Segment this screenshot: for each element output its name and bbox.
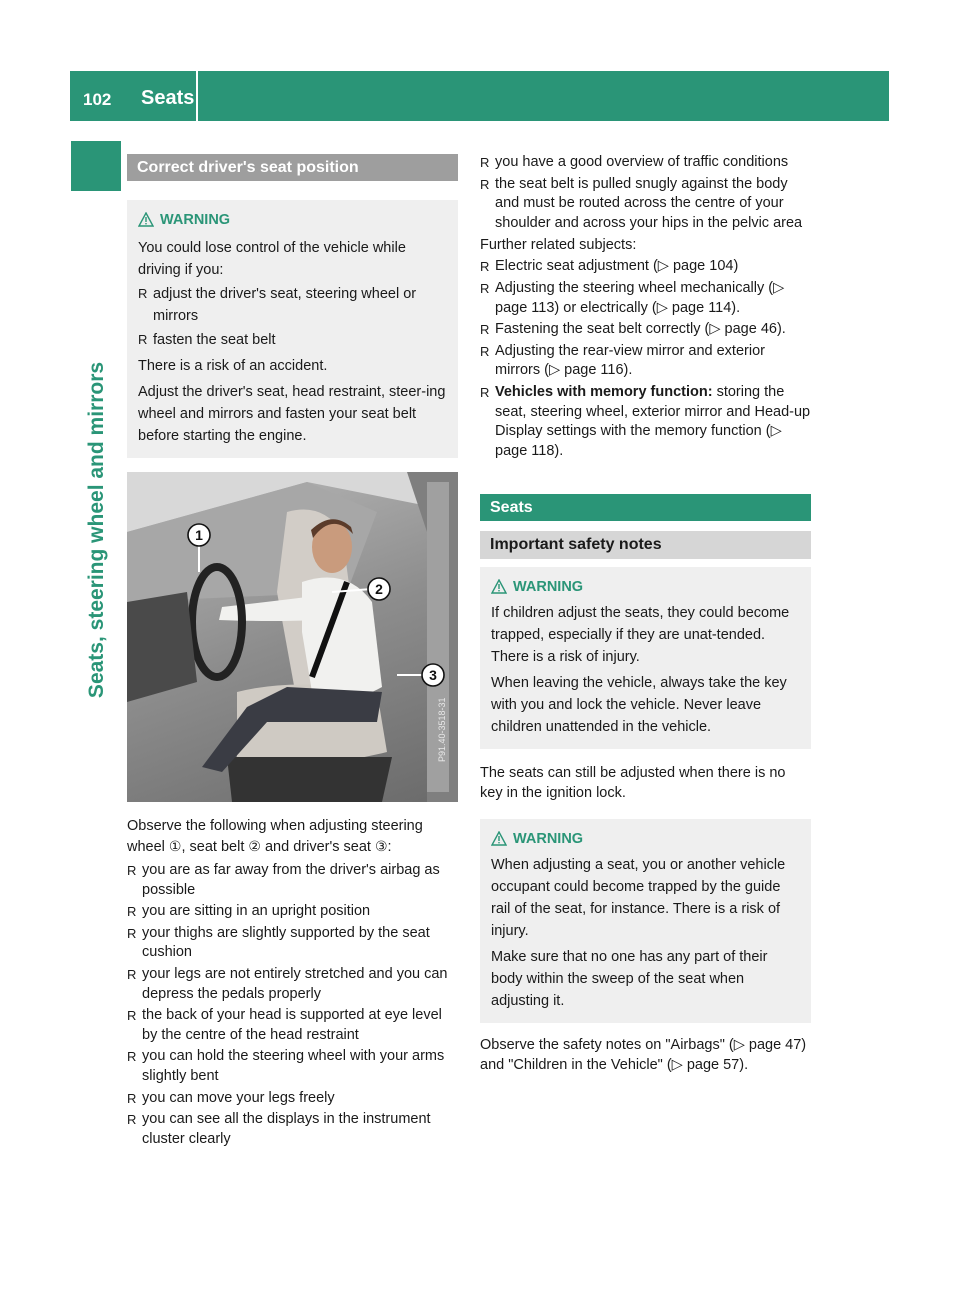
- seats-adjust-note: The seats can still be adjusted when there is no key in the ignition lock.: [480, 765, 786, 802]
- list-item: R adjust the driver's seat, steering wheel or mirrors: [138, 286, 417, 324]
- warning-triangle-icon: [491, 831, 507, 846]
- related-link-seat-adjustment[interactable]: R Electric seat adjustment (▷ page 104): [480, 258, 739, 275]
- warning-box-children: [480, 567, 811, 749]
- section-heading-seat-position: Correct driver's seat position: [127, 154, 458, 181]
- list-item: R your legs are not entirely stretched and you can depress the pedals properly: [127, 965, 448, 1002]
- observe-intro: Observe the following when adjusting steering wheel ①, seat belt ② and driver's seat ③:: [127, 818, 423, 855]
- svg-text:2: 2: [375, 581, 383, 597]
- header-bar: [70, 71, 889, 121]
- warning-triangle-icon: [138, 212, 154, 227]
- section-heading-seats: Seats: [480, 494, 811, 521]
- warning-triangle-icon: [491, 579, 507, 594]
- callout-2: [368, 578, 390, 600]
- list-item: R the seat belt is pulled snugly against the body and must be routed across the centre of your shoulder and across your hips in the pelvic area: [480, 175, 803, 231]
- callout-1: [188, 524, 210, 546]
- ref-seat-belt: ②: [248, 838, 261, 854]
- side-chapter-label: Seats, steering wheel and mirrors: [85, 361, 108, 699]
- warning-title: WARNING: [491, 576, 800, 598]
- warning-box-guide-rail: [480, 819, 811, 1023]
- left-column: [127, 154, 458, 1149]
- warning-title: WARNING: [491, 828, 800, 850]
- svg-text:3: 3: [429, 667, 437, 683]
- list-item: R you can move your legs freely: [127, 1089, 335, 1106]
- airbags-note: Observe the safety notes on "Airbags" (▷ page 47) and "Children in the Vehicle" (▷ page 57).: [480, 1037, 807, 1074]
- driver-seat-illustration: [127, 472, 458, 802]
- ref-drivers-seat: ③: [374, 838, 388, 854]
- page-number: 102: [83, 90, 112, 109]
- list-item: R the back of your head is supported at eye level by the centre of the head restraint: [127, 1007, 442, 1043]
- checklist-continued: [480, 153, 811, 233]
- warning-box-accident: [127, 200, 458, 458]
- further-subjects-label: Further related subjects:: [480, 237, 637, 254]
- header-title: Seats: [141, 87, 195, 109]
- adjustment-checklist: [127, 861, 458, 1149]
- callout-3: [422, 664, 444, 686]
- warning-text: When leaving the vehicle, always take the key with you and lock the vehicle. Never leave children unattended in the vehicle.: [491, 675, 787, 736]
- warning-intro: You could lose control of the vehicle while driving if you:: [138, 240, 406, 278]
- right-column: [480, 153, 811, 1075]
- svg-text:1: 1: [195, 527, 203, 543]
- list-item: R your thighs are slightly supported by the seat cushion: [127, 924, 430, 961]
- ref-steering-wheel: ①: [168, 838, 182, 854]
- related-subjects-list: [480, 257, 811, 461]
- list-item: R fasten the seat belt: [138, 332, 276, 348]
- warning-advice: Adjust the driver's seat, head restraint, steer-ing wheel and mirrors and fasten your seat belt before starting the engine.: [138, 384, 446, 444]
- warning-text: Make sure that no one has any part of their body within the sweep of the seat when adjusting it.: [491, 949, 768, 1010]
- subheading-important-safety: Important safety notes: [480, 531, 811, 559]
- related-link-memory-function[interactable]: R Vehicles with memory function: storing the seat, steering wheel, exterior mirror and Head-up Display settings with the memory function (▷ page 118).: [480, 383, 811, 459]
- list-item: R you have a good overview of traffic conditions: [480, 154, 789, 170]
- header-divider: [196, 71, 198, 121]
- list-item: R you are as far away from the driver's airbag as possible: [127, 862, 440, 898]
- figure-code: P91.40-3518-31: [437, 697, 447, 762]
- warning-list: [138, 283, 447, 351]
- side-tab: [71, 141, 121, 191]
- warning-title: WARNING: [138, 209, 447, 231]
- warning-text: When adjusting a seat, you or another vehicle occupant could become trapped by the guide rail of the seat, for instance. There is a risk of injury.: [491, 857, 786, 940]
- related-link-seat-belt[interactable]: R Fastening the seat belt correctly (▷ page 46).: [480, 321, 786, 338]
- list-item: R you are sitting in an upright position: [127, 903, 371, 920]
- list-item: R you can see all the displays in the instrument cluster clearly: [127, 1111, 431, 1147]
- warning-text: If children adjust the seats, they could become trapped, especially if they are unat-tended. There is a risk of injury.: [491, 605, 790, 666]
- related-link-steering-wheel[interactable]: R Adjusting the steering wheel mechanically (▷ page 113) or electrically (▷ page 114).: [480, 279, 785, 316]
- list-item: R you can hold the steering wheel with your arms slightly bent: [127, 1048, 445, 1084]
- driver-seat-figure: [127, 472, 458, 802]
- related-link-mirrors[interactable]: R Adjusting the rear-view mirror and exterior mirrors (▷ page 116).: [480, 342, 765, 379]
- warning-risk: There is a risk of an accident.: [138, 358, 328, 374]
